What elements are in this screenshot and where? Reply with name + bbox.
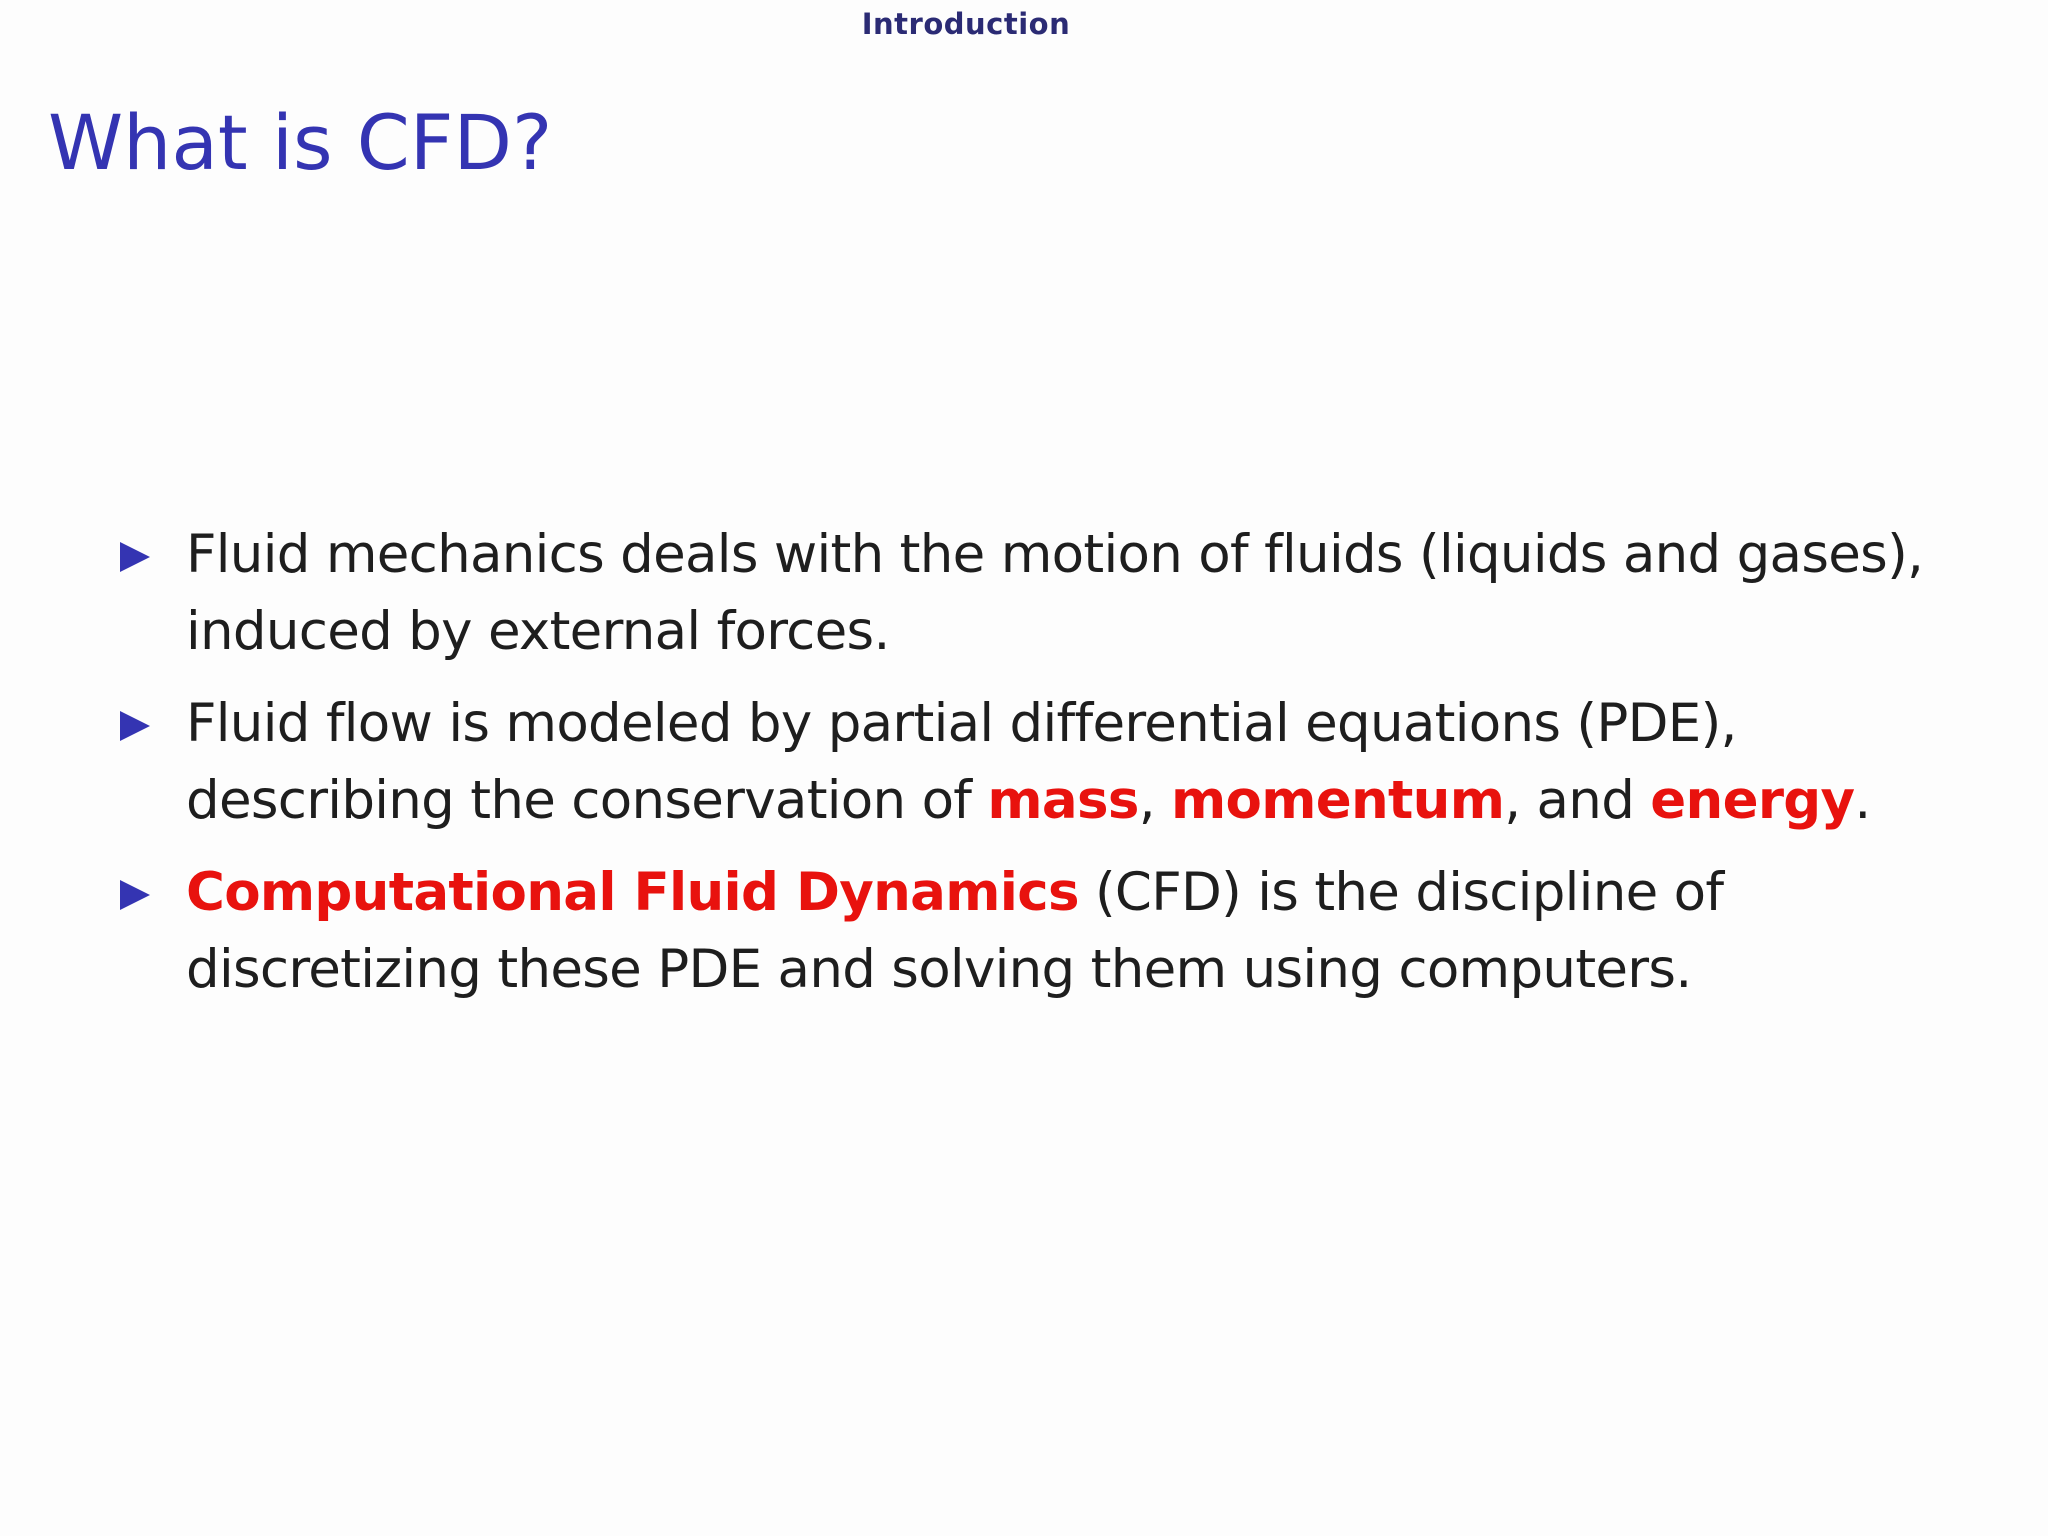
list-item: [118, 516, 1978, 670]
bullet-text: (CFD) is the discipline of discretizing these PDE and solving them using computers.: [186, 862, 1724, 1000]
highlight-mass: mass: [987, 770, 1139, 831]
bullet-text: ,: [1138, 770, 1171, 831]
triangle-right-icon: [120, 880, 150, 910]
highlight-energy: energy: [1650, 770, 1855, 831]
bullet-text: .: [1854, 770, 1871, 831]
bullet-text: , and: [1504, 770, 1651, 831]
bullet-text: Fluid flow is modeled by partial differential equations (PDE), describing the conservation of: [186, 693, 1737, 831]
section-label: Introduction: [861, 7, 1071, 41]
highlight-cfd: Computational Fluid Dynamics: [186, 862, 1079, 923]
triangle-right-icon: [120, 542, 150, 572]
list-item: [118, 685, 1978, 839]
bullet-text: Fluid mechanics deals with the motion of fluids (liquids and gases), induced by external forces.: [186, 524, 1924, 662]
triangle-right-icon: [120, 711, 150, 741]
highlight-momentum: momentum: [1171, 770, 1505, 831]
section-header: [0, 2, 2048, 46]
bullet-list: [118, 516, 1978, 1023]
list-item: [118, 854, 1978, 1008]
page-title: What is CFD?: [48, 98, 553, 187]
